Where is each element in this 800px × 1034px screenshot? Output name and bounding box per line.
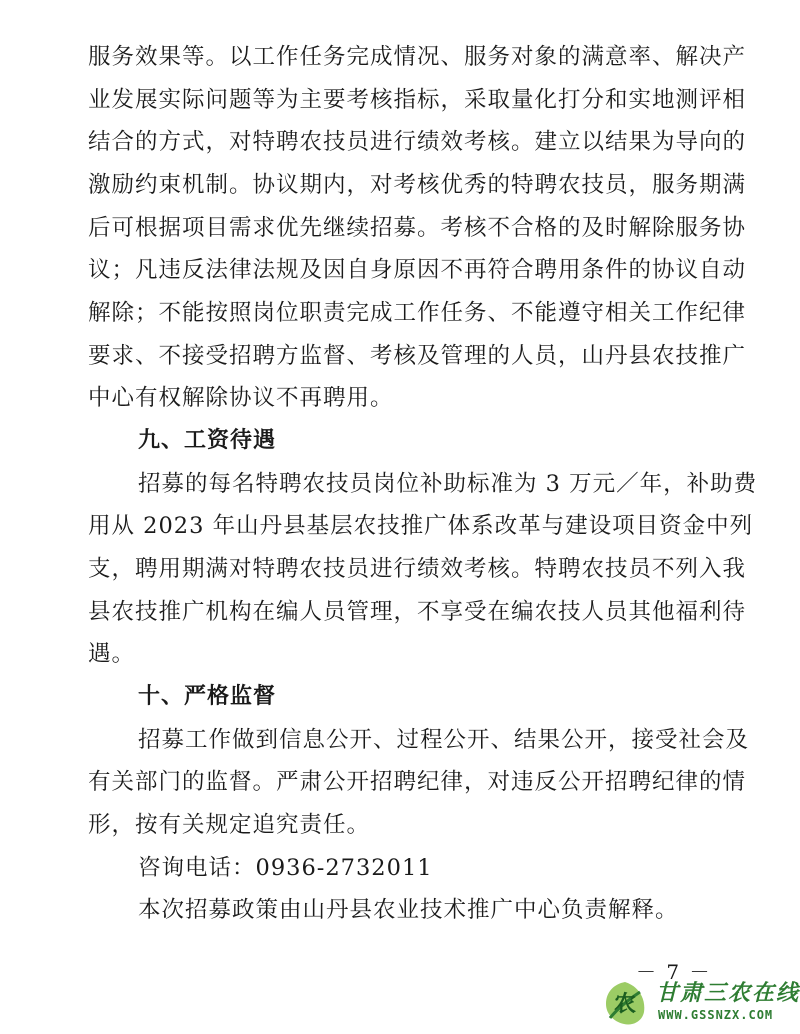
body-line: 有关部门的监督。严肃公开招聘纪律，对违反公开招聘纪律的情 xyxy=(88,769,747,795)
body-line: 结合的方式，对特聘农技员进行绩效考核。建立以结果为导向的 xyxy=(88,129,747,155)
section-heading-supervision: 十、严格监督 xyxy=(138,684,277,709)
body-line: 中心有权解除协议不再聘用。 xyxy=(88,385,394,411)
body-line: 业发展实际问题等为主要考核指标，采取量化打分和实地测评相 xyxy=(88,87,747,113)
logo-badge-char: 农 xyxy=(613,992,637,1017)
section-heading-salary: 九、工资待遇 xyxy=(138,428,277,453)
page-number: － 7 － xyxy=(636,960,712,984)
explanation-note: 本次招募政策由山丹县农业技术推广中心负责解释。 xyxy=(138,897,679,923)
watermark-title: 甘肃三农在线 xyxy=(656,981,800,1006)
body-line: 服务效果等。以工作任务完成情况、服务对象的满意率、解决产 xyxy=(88,44,747,70)
contact-phone: 咨询电话：0936-2732011 xyxy=(138,855,433,881)
body-line: 用从 2023 年山丹县基层农技推广体系改革与建设项目资金中列 xyxy=(88,513,754,539)
body-line: 招募的每名特聘农技员岗位补助标准为 3 万元／年，补助费 xyxy=(138,471,758,497)
body-line: 招募工作做到信息公开、过程公开、结果公开，接受社会及 xyxy=(138,727,750,753)
body-line: 遇。 xyxy=(88,641,136,667)
watermark-url: WWW.GSSNZX.COM xyxy=(658,1008,774,1022)
body-line: 形，按有关规定追究责任。 xyxy=(88,812,371,838)
body-line: 激励约束机制。协议期内，对考核优秀的特聘农技员，服务期满 xyxy=(88,172,747,198)
body-line: 议；凡违反法律法规及因自身原因不再符合聘用条件的协议自动 xyxy=(88,257,747,283)
body-line: 后可根据项目需求优先继续招募。考核不合格的及时解除服务协 xyxy=(88,215,747,241)
body-line: 解除；不能按照岗位职责完成工作任务、不能遵守相关工作纪律 xyxy=(88,300,747,326)
body-line: 支，聘用期满对特聘农技员进行绩效考核。特聘农技员不列入我 xyxy=(88,556,747,582)
site-watermark xyxy=(592,972,800,1034)
leaf-logo-icon xyxy=(600,978,650,1028)
body-line: 要求、不接受招聘方监督、考核及管理的人员，山丹县农技推广 xyxy=(88,343,747,369)
body-line: 县农技推广机构在编人员管理，不享受在编农技人员其他福利待 xyxy=(88,599,747,625)
